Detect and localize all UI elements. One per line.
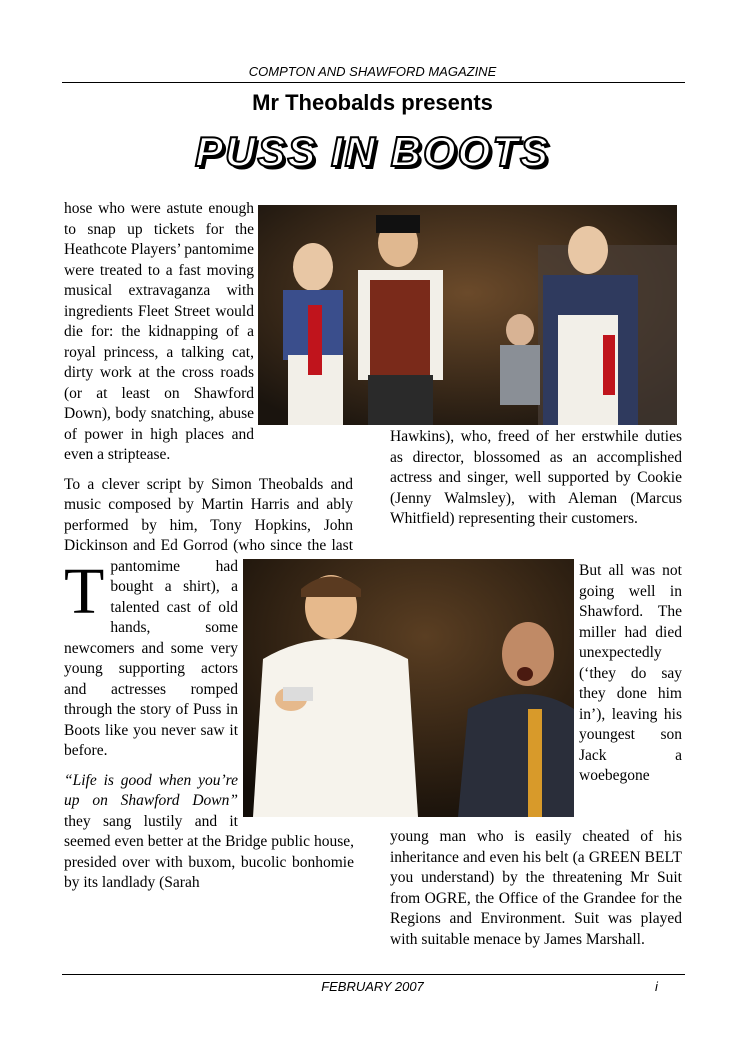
song-quote: “Life is good when you’re up on Shawford Down” <box>64 771 238 809</box>
page-number: i <box>655 979 658 994</box>
float-spacer <box>238 559 354 827</box>
article-subtitle: Mr Theobalds presents <box>252 90 493 115</box>
intro-text: hose who were astute enough to snap up tickets for the Heathcote Players’ pantomime were treated to a fast moving musical extravaganza with ingredients Fleet Street would die for: the kidnapping of a royal princess, a talking cat, dirty work at the cross roads (or at least on Shawford Down), body snatching, abuse of power in high places and even a striptease. <box>64 200 254 463</box>
paragraph-suit: young man who is easily cheated of his inheritance and even his belt (a GREEN BELT you understand) by the threatening Mr Suit from OGRE, the Office of the Grandee for the Regions and Environment. Suit was played with suitable menace by James Marshall. <box>390 828 682 948</box>
footer-rule <box>62 974 685 975</box>
left-column <box>64 199 354 903</box>
float-spacer <box>254 199 354 427</box>
paragraph-script: To a clever script by Simon Theobalds and music composed by Martin Harris and ably performed by him, Tony Hopkins, John Dickinson and Ed Gorrod (who since the last pantomime had bought a shirt), a talented cast of old hands, some newcomers and some very young supporting actors and actresses romped through the story of Puss in Boots like you never saw it before. <box>64 475 353 759</box>
article-title: PUSS IN BOOTS <box>194 128 551 175</box>
right-column-lower <box>390 827 682 959</box>
header-rule <box>62 82 685 83</box>
footer-issue: FEBRUARY 2007 <box>321 979 424 994</box>
float-spacer-top <box>353 427 354 559</box>
magazine-header: COMPTON AND SHAWFORD MAGAZINE <box>248 64 497 79</box>
paragraph-miller: But all was not going well in Shawford. The miller had died unexpectedly (‘they do say they done him in’), leaving his youngest son Jack a woebegone <box>579 562 682 784</box>
dropcap: T <box>64 555 105 628</box>
paragraph-hawkins: Hawkins), who, freed of her erstwhile duties as director, blossomed as an accomplished actress and singer, well supported by Cookie (Jenny Walmsley), with Aleman (Marcus Whitfield) representing their customers. <box>390 428 682 527</box>
right-column <box>390 427 682 539</box>
quote-text: they sang lustily and it seemed even better at the Bridge public house, presided over with buxom, bucolic bonhomie by its landlady (Sarah <box>64 812 354 891</box>
right-column-narrow <box>579 561 682 796</box>
